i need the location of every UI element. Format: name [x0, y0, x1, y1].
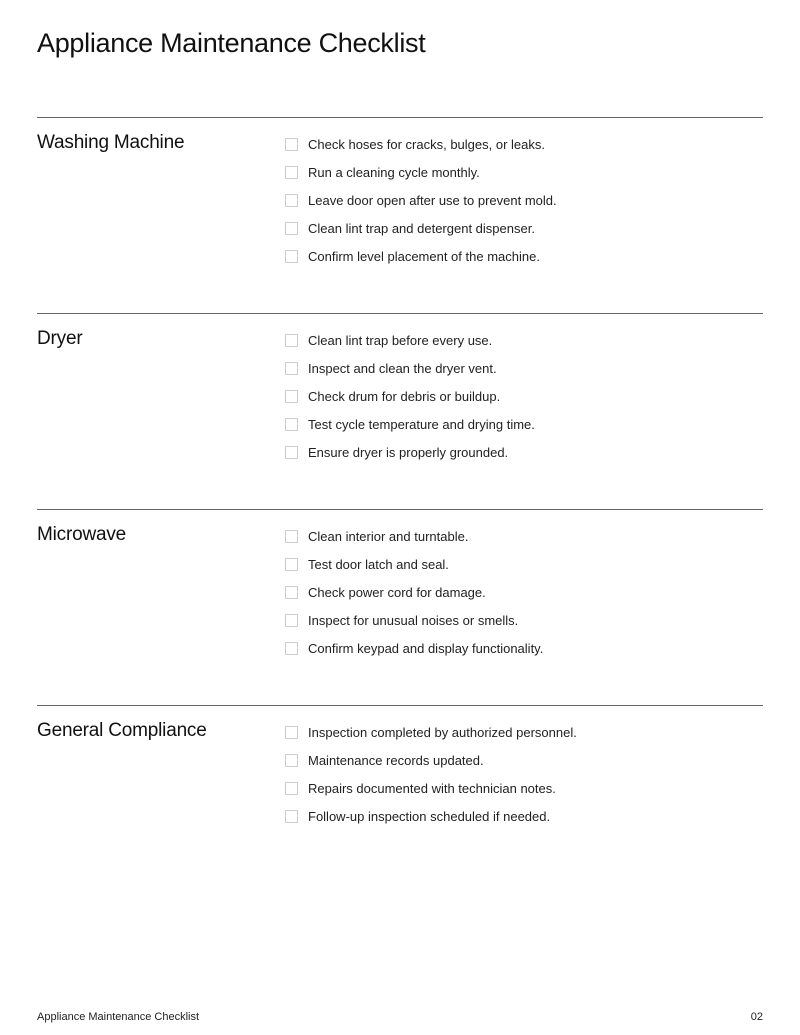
checklist-item-label: Leave door open after use to prevent mold.	[308, 192, 557, 208]
checkbox[interactable]	[285, 530, 298, 543]
checklist-item[interactable]	[285, 214, 557, 242]
checklist-section	[37, 705, 763, 824]
checklist-item-label: Repairs documented with technician notes.	[308, 780, 556, 796]
checkbox[interactable]	[285, 726, 298, 739]
checkbox[interactable]	[285, 222, 298, 235]
checklist-item[interactable]	[285, 438, 535, 466]
page-title: Appliance Maintenance Checklist	[37, 28, 426, 58]
checklist-item[interactable]	[285, 158, 557, 186]
checklist-item[interactable]	[285, 186, 557, 214]
checkbox[interactable]	[285, 810, 298, 823]
section-title: General Compliance	[37, 720, 207, 741]
checklist	[285, 718, 577, 830]
checklist	[285, 522, 543, 662]
checklist-item[interactable]	[285, 242, 557, 270]
checklist-item-label: Maintenance records updated.	[308, 752, 484, 768]
checklist-item-label: Test cycle temperature and drying time.	[308, 416, 535, 432]
checklist-item[interactable]	[285, 774, 577, 802]
checkbox[interactable]	[285, 418, 298, 431]
checklist-item[interactable]	[285, 326, 535, 354]
page-number: 02	[750, 1011, 763, 1023]
section-title: Microwave	[37, 524, 126, 545]
checklist-item[interactable]	[285, 130, 557, 158]
checkbox[interactable]	[285, 334, 298, 347]
checklist-item-label: Confirm keypad and display functionality.	[308, 640, 544, 656]
checklist-section	[37, 313, 763, 460]
checklist-item[interactable]	[285, 550, 543, 578]
checklist-item-label: Follow-up inspection scheduled if needed.	[308, 808, 551, 824]
checklist-item[interactable]	[285, 578, 543, 606]
checklist-item[interactable]	[285, 382, 535, 410]
checklist-item-label: Confirm level placement of the machine.	[308, 248, 540, 264]
checklist-item[interactable]	[285, 522, 543, 550]
checklist-item-label: Inspect for unusual noises or smells.	[308, 612, 519, 628]
checklist	[285, 326, 535, 466]
checklist-item-label: Inspection completed by authorized personnel.	[308, 724, 577, 740]
checklist-item-label: Check hoses for cracks, bulges, or leaks.	[308, 136, 545, 152]
checklist-item[interactable]	[285, 718, 577, 746]
checklist-item[interactable]	[285, 410, 535, 438]
checklist-item[interactable]	[285, 802, 577, 830]
checkbox[interactable]	[285, 250, 298, 263]
checkbox[interactable]	[285, 782, 298, 795]
checkbox[interactable]	[285, 586, 298, 599]
checklist-item[interactable]	[285, 746, 577, 774]
checkbox[interactable]	[285, 642, 298, 655]
checkbox[interactable]	[285, 194, 298, 207]
section-title: Dryer	[37, 328, 83, 349]
checkbox[interactable]	[285, 138, 298, 151]
checklist-item-label: Clean lint trap and detergent dispenser.	[308, 220, 535, 236]
checklist-section	[37, 509, 763, 656]
checklist-item-label: Clean lint trap before every use.	[308, 332, 493, 348]
checklist-item-label: Check power cord for damage.	[308, 584, 486, 600]
checklist	[285, 130, 557, 270]
checkbox[interactable]	[285, 754, 298, 767]
checklist-item-label: Inspect and clean the dryer vent.	[308, 360, 497, 376]
footer-title: Appliance Maintenance Checklist	[37, 1011, 200, 1023]
checklist-section	[37, 117, 763, 264]
checkbox[interactable]	[285, 362, 298, 375]
checkbox[interactable]	[285, 614, 298, 627]
checklist-item[interactable]	[285, 606, 543, 634]
checklist-item-label: Ensure dryer is properly grounded.	[308, 444, 509, 460]
checklist-item-label: Check drum for debris or buildup.	[308, 388, 501, 404]
checklist-item-label: Run a cleaning cycle monthly.	[308, 164, 480, 180]
checklist-item[interactable]	[285, 354, 535, 382]
checkbox[interactable]	[285, 558, 298, 571]
checkbox[interactable]	[285, 446, 298, 459]
checklist-item-label: Clean interior and turntable.	[308, 528, 469, 544]
checkbox[interactable]	[285, 390, 298, 403]
section-title: Washing Machine	[37, 132, 185, 153]
checklist-item[interactable]	[285, 634, 543, 662]
checklist-item-label: Test door latch and seal.	[308, 556, 449, 572]
checkbox[interactable]	[285, 166, 298, 179]
